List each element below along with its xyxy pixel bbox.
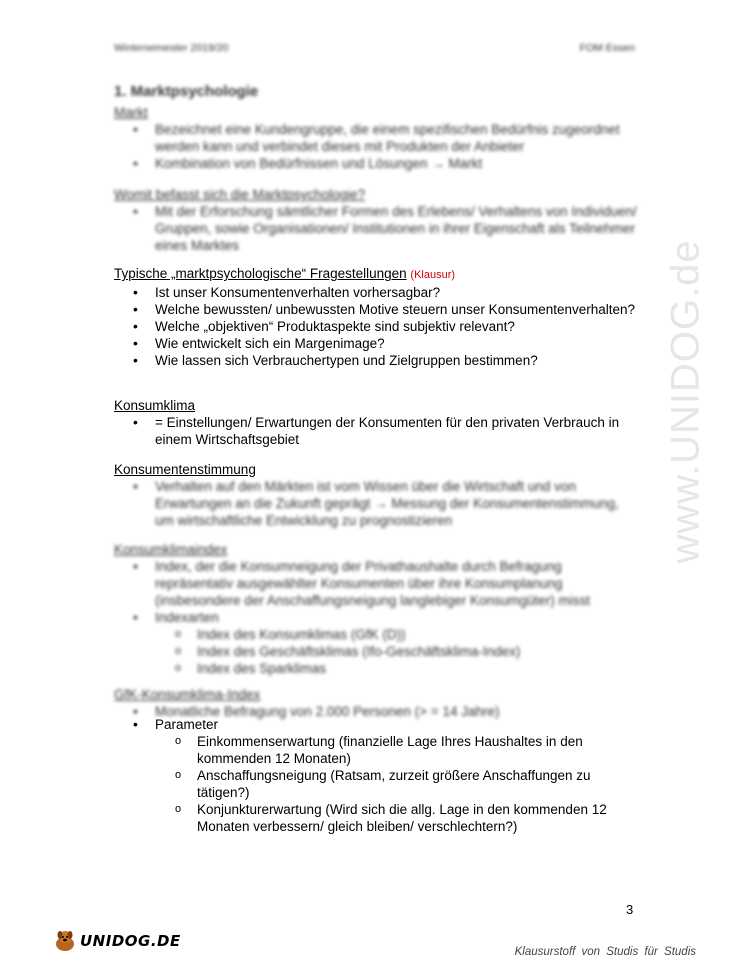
dog-icon (52, 928, 78, 954)
page-title: 1. Marktpsychologie (114, 83, 259, 100)
list-item: • = Einstellungen/ Erwartungen der Konsumenten für den privaten Verbrauch in einem Wirtschaftsgebiet (114, 414, 639, 448)
bullet-list (114, 558, 639, 677)
list-item: • Mit der Erforschung sämtlicher Formen des Erlebens/ Verhaltens von Individuen/ Gruppen, sowie Organisationen/ Institutionen in ihrer Eigenschaft als Teilnehmer eines Marktes (114, 203, 639, 254)
section-title: Markt (114, 105, 148, 120)
list-item: • Parameter (114, 716, 639, 733)
bullet-list (114, 478, 639, 529)
footer-slogan: Klausurstoff von Studis für Studis (514, 946, 696, 958)
list-item: • Kombination von Bedürfnissen und Lösungen → Markt (114, 155, 639, 172)
page-number: 3 (626, 902, 634, 917)
bullet-list (114, 703, 639, 835)
section-title: Konsumentenstimmung (114, 462, 256, 477)
section-indizes (114, 541, 639, 677)
bullet-list (114, 121, 639, 172)
list-item: • Wie lassen sich Verbrauchertypen und Zielgruppen bestimmen? (114, 352, 639, 369)
header-semester: Wintersemester 2019/20 (114, 42, 229, 54)
section-title: Konsumklima (114, 398, 196, 413)
section-title: Typische „marktpsychologische“ Fragestellungen (114, 266, 407, 281)
sub-list-item: o Anschaffungsneigung (Ratsam, zurzeit größere Anschaffungen zu tätigen?) (114, 767, 639, 801)
section-markt (114, 104, 639, 172)
sub-list-item: o Index des Sparklimas (114, 660, 639, 677)
section-title: Womit befasst sich die Marktpsychologie? (114, 187, 366, 202)
sub-list-item: o Konjunkturerwartung (Wird sich die allg. Lage in den kommenden 12 Monaten verbessern/ gleich bleiben/ verschlechtern?) (114, 801, 639, 835)
unidog-logo (52, 928, 181, 954)
section-fragestellungen (114, 265, 639, 369)
list-item: • Verhalten auf den Märkten ist vom Wissen über die Wirtschaft und von Erwartungen an die Zukunft geprägt → Messung der Konsumentenstimmung, um wirtschaftliche Entwicklung zu prognostizieren (114, 478, 639, 529)
section-konsumentenstimmung (114, 461, 639, 529)
list-item: • Monatliche Befragung von 2.000 Personen (> = 14 Jahre) (114, 703, 639, 720)
list-item: • Wie entwickelt sich ein Margenimage? (114, 335, 639, 352)
section-gfk (114, 686, 639, 835)
list-item: • Welche bewussten/ unbewussten Motive steuern unser Konsumentenverhalten? (114, 301, 639, 318)
klausur-tag: (Klausur) (410, 269, 456, 281)
list-item: • Bezeichnet eine Kundengruppe, die einem spezifischen Bedürfnis zugeordnet werden kann und verbindet dieses mit Produkten der Anbieter (114, 121, 639, 155)
bullet-list (114, 284, 639, 369)
logo-text: UNIDOG.DE (80, 931, 181, 950)
sub-list-item: o Einkommenserwartung (finanzielle Lage Ihres Haushaltes in den kommenden 12 Monaten) (114, 733, 639, 767)
section-konsumklima (114, 397, 639, 448)
list-item: • Welche „objektiven“ Produktaspekte sind subjektiv relevant? (114, 318, 639, 335)
header-school: FOM Essen (579, 42, 635, 54)
section-befasst (114, 186, 639, 254)
sub-list-item: o Index des Konsumklimas (GfK (D)) (114, 626, 639, 643)
list-item: • Ist unser Konsumentenverhalten vorhersagbar? (114, 284, 639, 301)
bullet-list (114, 203, 639, 254)
bullet-list (114, 414, 639, 448)
section-title: Konsumklimaindex (114, 542, 228, 557)
watermark: www.UNIDOG.de (663, 239, 708, 564)
sub-list-item: o Index des Geschäftsklimas (Ifo-Geschäftsklima-Index) (114, 643, 639, 660)
list-item: • Indexarten (114, 609, 639, 626)
list-item: • Index, der die Konsumneigung der Privathaushalte durch Befragung repräsentativ ausgewählter Konsumenten über ihre Konsumplanung (insbesondere der Anschaffungsneigung langlebiger Konsumgüter) misst (114, 558, 639, 609)
section-title: GfK-Konsumklima-Index (114, 687, 261, 702)
page-header (114, 40, 635, 57)
